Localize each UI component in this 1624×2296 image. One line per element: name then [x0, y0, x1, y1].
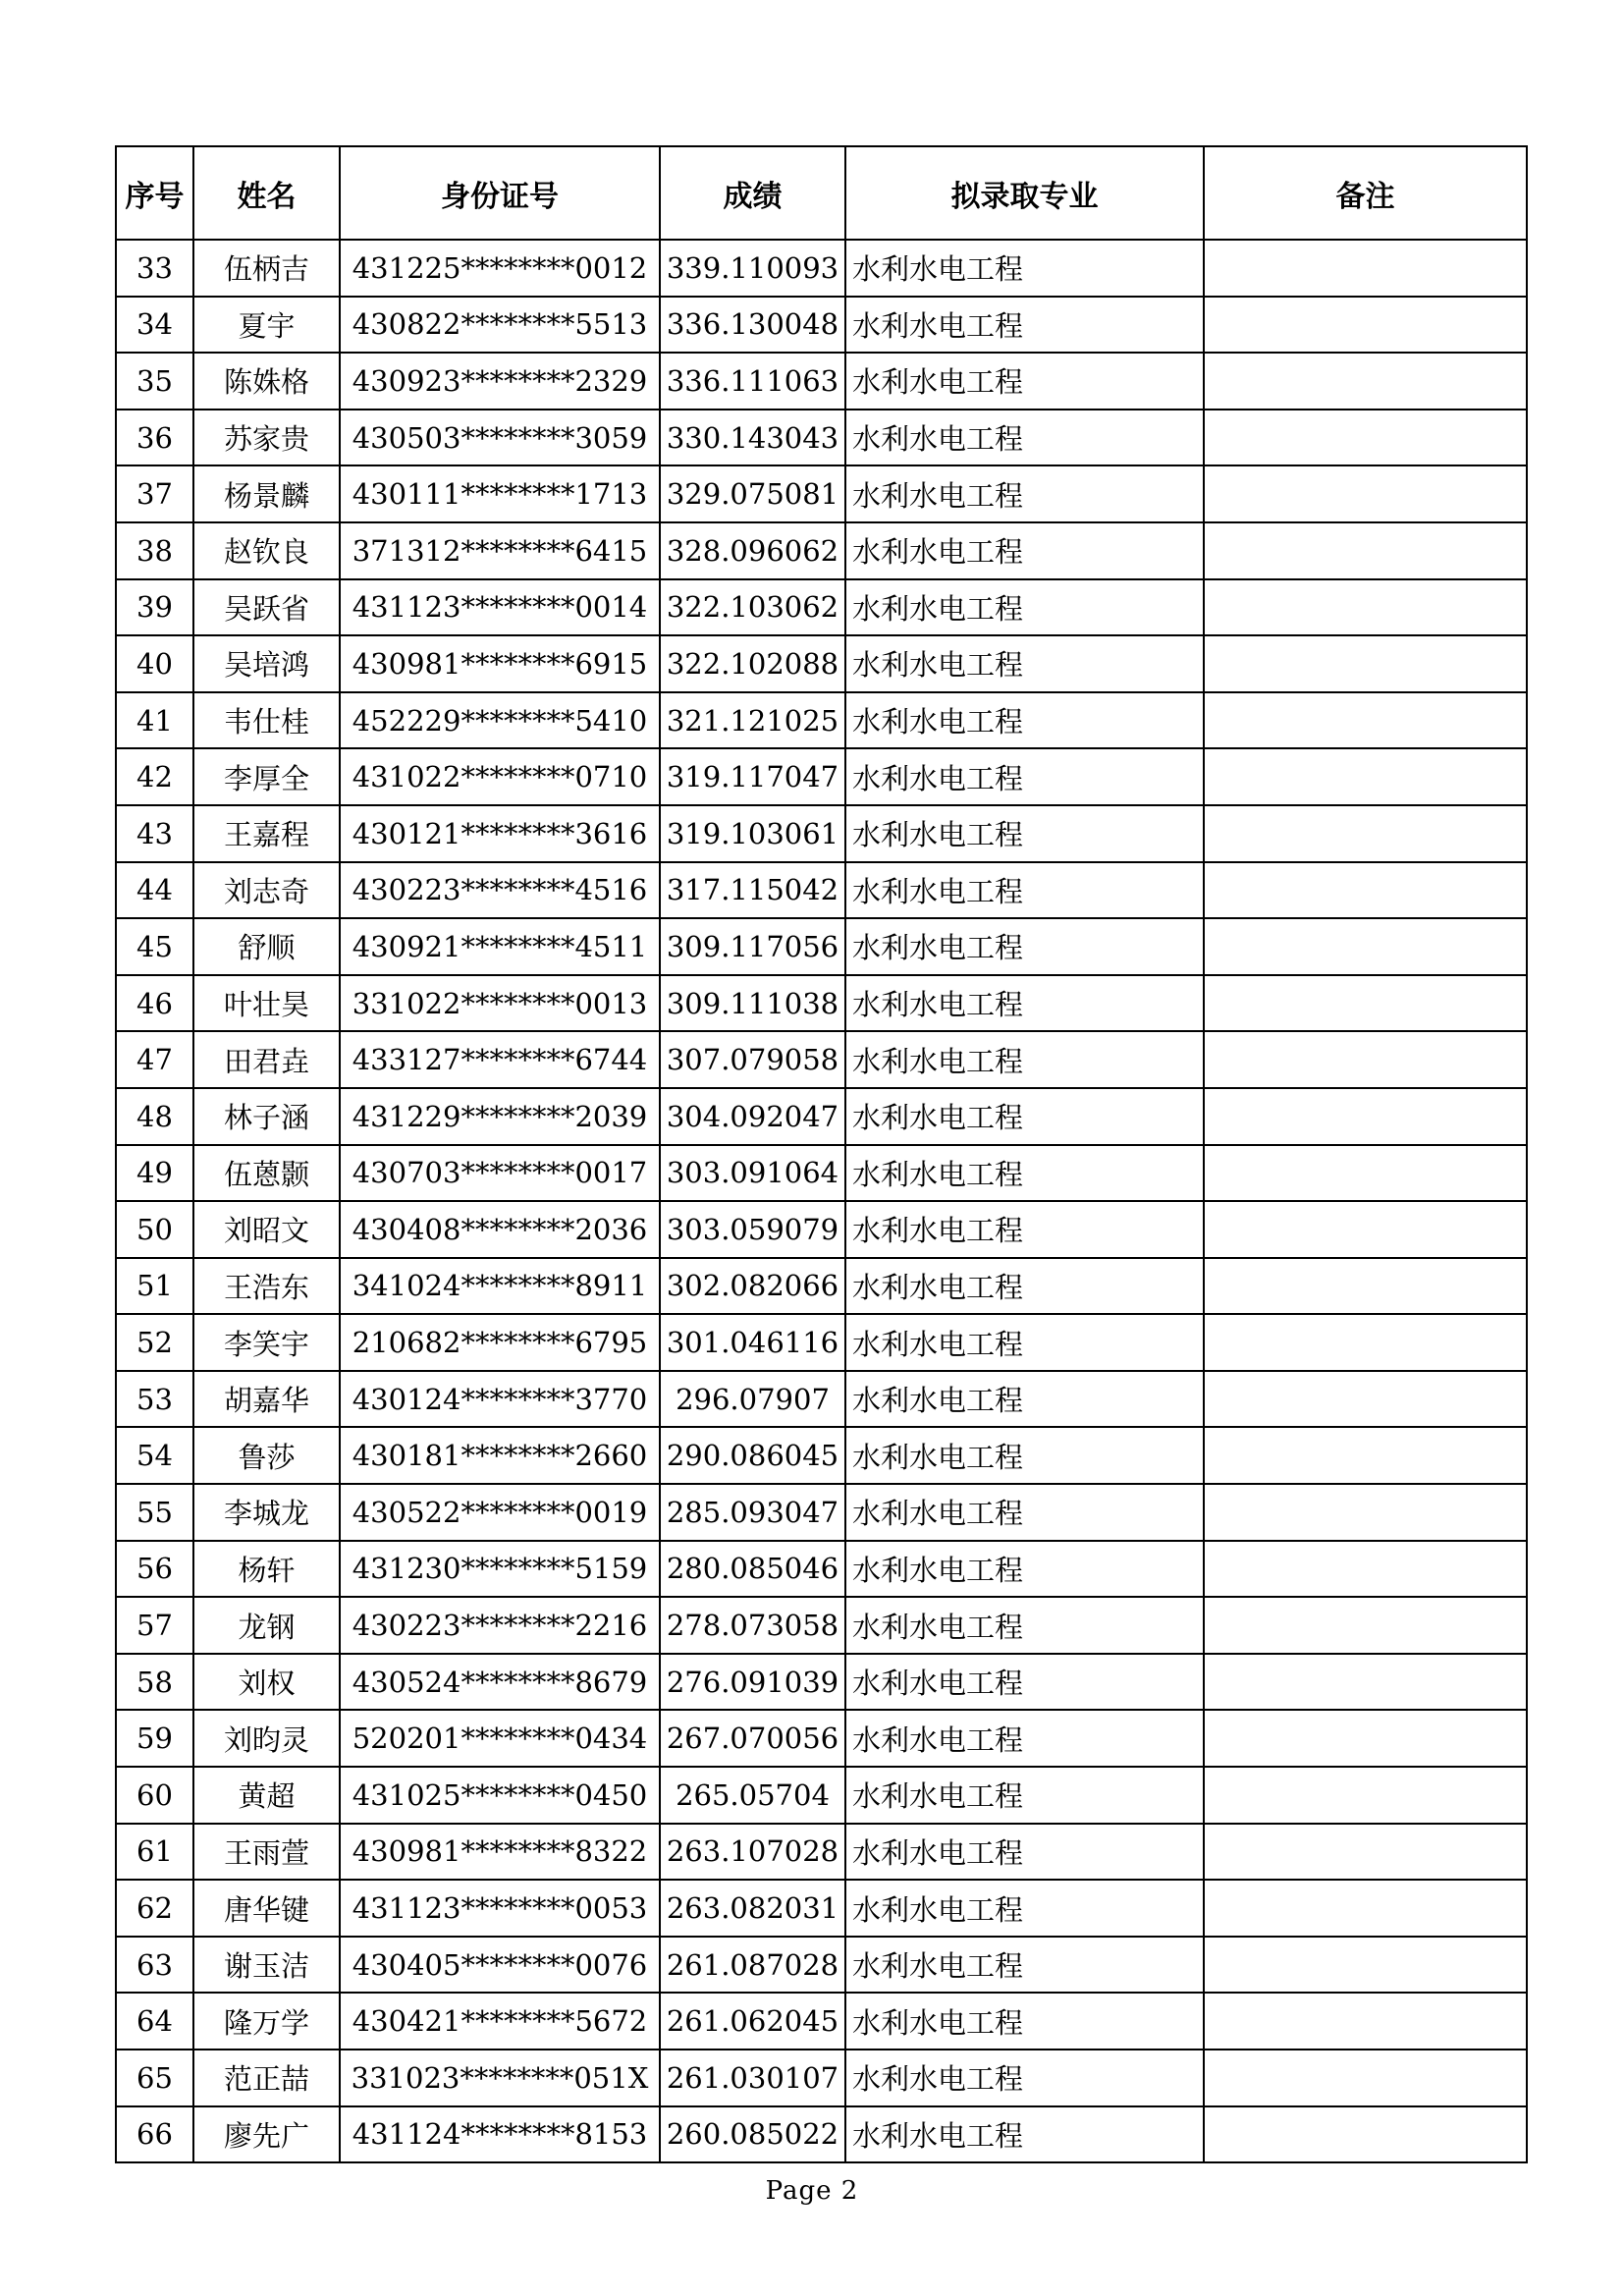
- table-row: [116, 522, 1527, 579]
- header-seq: 序号: [116, 146, 193, 240]
- table-row: [116, 1937, 1527, 1994]
- cell-remarks: [1204, 1314, 1527, 1371]
- cell-name: 李笑宇: [193, 1314, 340, 1371]
- cell-remarks: [1204, 1541, 1527, 1598]
- cell-id-number: 452229********5410: [340, 692, 660, 749]
- cell-seq: 47: [116, 1031, 193, 1088]
- cell-seq: 49: [116, 1145, 193, 1202]
- cell-name: 黄超: [193, 1767, 340, 1824]
- cell-name: 田君垚: [193, 1031, 340, 1088]
- cell-seq: 38: [116, 522, 193, 579]
- cell-id-number: 431124********8153: [340, 2106, 660, 2163]
- table-row: [116, 1880, 1527, 1937]
- cell-score: 328.096062: [660, 522, 845, 579]
- table-row: [116, 2106, 1527, 2163]
- cell-score: 330.143043: [660, 410, 845, 466]
- cell-id-number: 433127********6744: [340, 1031, 660, 1088]
- cell-remarks: [1204, 1201, 1527, 1258]
- header-row: [116, 146, 1527, 240]
- cell-major: 水利水电工程: [845, 975, 1204, 1032]
- cell-remarks: [1204, 692, 1527, 749]
- cell-remarks: [1204, 1427, 1527, 1484]
- cell-id-number: 431025********0450: [340, 1767, 660, 1824]
- cell-seq: 37: [116, 465, 193, 522]
- cell-id-number: 431229********2039: [340, 1088, 660, 1145]
- cell-seq: 44: [116, 862, 193, 919]
- cell-major: 水利水电工程: [845, 2106, 1204, 2163]
- cell-name: 陈姝格: [193, 353, 340, 410]
- cell-major: 水利水电工程: [845, 805, 1204, 862]
- cell-name: 王嘉程: [193, 805, 340, 862]
- cell-seq: 41: [116, 692, 193, 749]
- cell-name: 刘昀灵: [193, 1710, 340, 1767]
- cell-seq: 51: [116, 1258, 193, 1315]
- cell-id-number: 520201********0434: [340, 1710, 660, 1767]
- cell-id-number: 431123********0053: [340, 1880, 660, 1937]
- cell-name: 王浩东: [193, 1258, 340, 1315]
- cell-remarks: [1204, 1597, 1527, 1654]
- cell-major: 水利水电工程: [845, 1088, 1204, 1145]
- cell-remarks: [1204, 579, 1527, 636]
- cell-remarks: [1204, 1654, 1527, 1711]
- cell-remarks: [1204, 2106, 1527, 2163]
- cell-seq: 34: [116, 297, 193, 354]
- cell-seq: 58: [116, 1654, 193, 1711]
- table-row: [116, 1145, 1527, 1202]
- cell-score: 321.121025: [660, 692, 845, 749]
- page-footer: Page 2: [765, 2176, 859, 2206]
- cell-id-number: 430703********0017: [340, 1145, 660, 1202]
- cell-id-number: 430522********0019: [340, 1484, 660, 1541]
- cell-major: 水利水电工程: [845, 297, 1204, 354]
- cell-remarks: [1204, 2050, 1527, 2106]
- cell-remarks: [1204, 240, 1527, 297]
- cell-seq: 57: [116, 1597, 193, 1654]
- cell-name: 韦仕桂: [193, 692, 340, 749]
- cell-major: 水利水电工程: [845, 1767, 1204, 1824]
- cell-score: 278.073058: [660, 1597, 845, 1654]
- table-row: [116, 465, 1527, 522]
- header-remarks: 备注: [1204, 146, 1527, 240]
- cell-score: 329.075081: [660, 465, 845, 522]
- table-body: [116, 240, 1527, 2162]
- cell-id-number: 430124********3770: [340, 1371, 660, 1428]
- cell-id-number: 431225********0012: [340, 240, 660, 297]
- cell-score: 301.046116: [660, 1314, 845, 1371]
- cell-id-number: 430111********1713: [340, 465, 660, 522]
- cell-score: 296.07907: [660, 1371, 845, 1428]
- cell-remarks: [1204, 805, 1527, 862]
- cell-remarks: [1204, 465, 1527, 522]
- cell-remarks: [1204, 635, 1527, 692]
- cell-name: 隆万学: [193, 1993, 340, 2050]
- cell-major: 水利水电工程: [845, 240, 1204, 297]
- cell-id-number: 430421********5672: [340, 1993, 660, 2050]
- cell-major: 水利水电工程: [845, 1371, 1204, 1428]
- cell-id-number: 430408********2036: [340, 1201, 660, 1258]
- cell-name: 李城龙: [193, 1484, 340, 1541]
- cell-remarks: [1204, 1880, 1527, 1937]
- cell-seq: 55: [116, 1484, 193, 1541]
- cell-score: 263.107028: [660, 1824, 845, 1881]
- table-row: [116, 918, 1527, 975]
- cell-remarks: [1204, 522, 1527, 579]
- cell-major: 水利水电工程: [845, 1314, 1204, 1371]
- cell-id-number: 430921********4511: [340, 918, 660, 975]
- cell-id-number: 371312********6415: [340, 522, 660, 579]
- cell-major: 水利水电工程: [845, 1880, 1204, 1937]
- admission-table: [115, 145, 1528, 2163]
- cell-major: 水利水电工程: [845, 2050, 1204, 2106]
- table-row: [116, 240, 1527, 297]
- cell-score: 276.091039: [660, 1654, 845, 1711]
- cell-id-number: 431022********0710: [340, 748, 660, 805]
- cell-remarks: [1204, 1824, 1527, 1881]
- cell-score: 261.030107: [660, 2050, 845, 2106]
- table-row: [116, 1201, 1527, 1258]
- cell-seq: 64: [116, 1993, 193, 2050]
- cell-id-number: 331022********0013: [340, 975, 660, 1032]
- header-name: 姓名: [193, 146, 340, 240]
- cell-id-number: 210682********6795: [340, 1314, 660, 1371]
- table-row: [116, 1597, 1527, 1654]
- cell-score: 307.079058: [660, 1031, 845, 1088]
- header-major: 拟录取专业: [845, 146, 1204, 240]
- cell-seq: 42: [116, 748, 193, 805]
- table-row: [116, 1993, 1527, 2050]
- cell-name: 杨景麟: [193, 465, 340, 522]
- table-row: [116, 1767, 1527, 1824]
- cell-seq: 35: [116, 353, 193, 410]
- cell-id-number: 430981********6915: [340, 635, 660, 692]
- cell-name: 唐华键: [193, 1880, 340, 1937]
- cell-name: 刘志奇: [193, 862, 340, 919]
- table-row: [116, 862, 1527, 919]
- cell-score: 322.102088: [660, 635, 845, 692]
- cell-name: 林子涵: [193, 1088, 340, 1145]
- table-row: [116, 297, 1527, 354]
- cell-seq: 62: [116, 1880, 193, 1937]
- cell-name: 舒顺: [193, 918, 340, 975]
- cell-major: 水利水电工程: [845, 1201, 1204, 1258]
- cell-remarks: [1204, 1710, 1527, 1767]
- table-row: [116, 748, 1527, 805]
- cell-remarks: [1204, 1937, 1527, 1994]
- cell-seq: 53: [116, 1371, 193, 1428]
- cell-major: 水利水电工程: [845, 1597, 1204, 1654]
- cell-score: 322.103062: [660, 579, 845, 636]
- cell-score: 319.117047: [660, 748, 845, 805]
- cell-remarks: [1204, 297, 1527, 354]
- cell-id-number: 430503********3059: [340, 410, 660, 466]
- cell-name: 廖先广: [193, 2106, 340, 2163]
- cell-score: 302.082066: [660, 1258, 845, 1315]
- cell-score: 280.085046: [660, 1541, 845, 1598]
- cell-score: 303.091064: [660, 1145, 845, 1202]
- cell-score: 309.111038: [660, 975, 845, 1032]
- cell-seq: 54: [116, 1427, 193, 1484]
- cell-score: 303.059079: [660, 1201, 845, 1258]
- cell-seq: 63: [116, 1937, 193, 1994]
- cell-score: 339.110093: [660, 240, 845, 297]
- cell-id-number: 331023********051X: [340, 2050, 660, 2106]
- cell-id-number: 430181********2660: [340, 1427, 660, 1484]
- cell-seq: 66: [116, 2106, 193, 2163]
- cell-remarks: [1204, 918, 1527, 975]
- cell-major: 水利水电工程: [845, 862, 1204, 919]
- cell-name: 鲁莎: [193, 1427, 340, 1484]
- table-row: [116, 1031, 1527, 1088]
- cell-remarks: [1204, 1088, 1527, 1145]
- cell-major: 水利水电工程: [845, 353, 1204, 410]
- cell-score: 290.086045: [660, 1427, 845, 1484]
- cell-major: 水利水电工程: [845, 1031, 1204, 1088]
- cell-major: 水利水电工程: [845, 522, 1204, 579]
- header-score: 成绩: [660, 146, 845, 240]
- table-row: [116, 1427, 1527, 1484]
- cell-score: 260.085022: [660, 2106, 845, 2163]
- cell-id-number: 430405********0076: [340, 1937, 660, 1994]
- header-id-number: 身份证号: [340, 146, 660, 240]
- cell-major: 水利水电工程: [845, 748, 1204, 805]
- table-row: [116, 1654, 1527, 1711]
- table-row: [116, 1710, 1527, 1767]
- cell-remarks: [1204, 1484, 1527, 1541]
- cell-major: 水利水电工程: [845, 1824, 1204, 1881]
- table-row: [116, 692, 1527, 749]
- cell-name: 苏家贵: [193, 410, 340, 466]
- table-row: [116, 1088, 1527, 1145]
- cell-score: 304.092047: [660, 1088, 845, 1145]
- cell-id-number: 430981********8322: [340, 1824, 660, 1881]
- cell-major: 水利水电工程: [845, 465, 1204, 522]
- cell-remarks: [1204, 1145, 1527, 1202]
- table-row: [116, 1371, 1527, 1428]
- cell-remarks: [1204, 975, 1527, 1032]
- cell-id-number: 430121********3616: [340, 805, 660, 862]
- cell-score: 263.082031: [660, 1880, 845, 1937]
- cell-remarks: [1204, 1371, 1527, 1428]
- cell-seq: 40: [116, 635, 193, 692]
- cell-id-number: 430223********2216: [340, 1597, 660, 1654]
- cell-name: 吴培鸿: [193, 635, 340, 692]
- table-row: [116, 1314, 1527, 1371]
- cell-seq: 45: [116, 918, 193, 975]
- cell-seq: 65: [116, 2050, 193, 2106]
- table-row: [116, 2050, 1527, 2106]
- cell-seq: 39: [116, 579, 193, 636]
- cell-remarks: [1204, 862, 1527, 919]
- cell-score: 267.070056: [660, 1710, 845, 1767]
- cell-score: 265.05704: [660, 1767, 845, 1824]
- cell-major: 水利水电工程: [845, 692, 1204, 749]
- cell-name: 范正喆: [193, 2050, 340, 2106]
- cell-major: 水利水电工程: [845, 918, 1204, 975]
- cell-seq: 33: [116, 240, 193, 297]
- cell-name: 杨轩: [193, 1541, 340, 1598]
- cell-name: 吴跃省: [193, 579, 340, 636]
- cell-remarks: [1204, 1767, 1527, 1824]
- cell-name: 龙钢: [193, 1597, 340, 1654]
- cell-score: 336.130048: [660, 297, 845, 354]
- cell-score: 317.115042: [660, 862, 845, 919]
- cell-score: 261.087028: [660, 1937, 845, 1994]
- table-row: [116, 1824, 1527, 1881]
- cell-name: 刘权: [193, 1654, 340, 1711]
- cell-remarks: [1204, 410, 1527, 466]
- table-row: [116, 1484, 1527, 1541]
- cell-seq: 36: [116, 410, 193, 466]
- table-row: [116, 975, 1527, 1032]
- cell-major: 水利水电工程: [845, 1710, 1204, 1767]
- cell-id-number: 341024********8911: [340, 1258, 660, 1315]
- cell-remarks: [1204, 1031, 1527, 1088]
- cell-id-number: 431123********0014: [340, 579, 660, 636]
- cell-remarks: [1204, 353, 1527, 410]
- cell-major: 水利水电工程: [845, 579, 1204, 636]
- cell-name: 王雨萱: [193, 1824, 340, 1881]
- cell-id-number: 430822********5513: [340, 297, 660, 354]
- cell-score: 285.093047: [660, 1484, 845, 1541]
- cell-seq: 50: [116, 1201, 193, 1258]
- table-row: [116, 1541, 1527, 1598]
- cell-remarks: [1204, 1993, 1527, 2050]
- cell-score: 336.111063: [660, 353, 845, 410]
- cell-score: 261.062045: [660, 1993, 845, 2050]
- cell-name: 胡嘉华: [193, 1371, 340, 1428]
- cell-id-number: 430524********8679: [340, 1654, 660, 1711]
- table-row: [116, 1258, 1527, 1315]
- cell-id-number: 431230********5159: [340, 1541, 660, 1598]
- cell-name: 叶壮昊: [193, 975, 340, 1032]
- cell-name: 李厚全: [193, 748, 340, 805]
- cell-seq: 61: [116, 1824, 193, 1881]
- cell-id-number: 430923********2329: [340, 353, 660, 410]
- cell-seq: 60: [116, 1767, 193, 1824]
- cell-name: 赵钦良: [193, 522, 340, 579]
- table-row: [116, 410, 1527, 466]
- table-row: [116, 579, 1527, 636]
- cell-seq: 52: [116, 1314, 193, 1371]
- cell-major: 水利水电工程: [845, 410, 1204, 466]
- cell-remarks: [1204, 1258, 1527, 1315]
- cell-major: 水利水电工程: [845, 1993, 1204, 2050]
- cell-id-number: 430223********4516: [340, 862, 660, 919]
- cell-major: 水利水电工程: [845, 1145, 1204, 1202]
- cell-major: 水利水电工程: [845, 635, 1204, 692]
- cell-name: 伍蒽颢: [193, 1145, 340, 1202]
- cell-name: 刘昭文: [193, 1201, 340, 1258]
- cell-score: 319.103061: [660, 805, 845, 862]
- cell-major: 水利水电工程: [845, 1654, 1204, 1711]
- cell-seq: 43: [116, 805, 193, 862]
- cell-remarks: [1204, 748, 1527, 805]
- cell-major: 水利水电工程: [845, 1427, 1204, 1484]
- cell-seq: 56: [116, 1541, 193, 1598]
- cell-seq: 48: [116, 1088, 193, 1145]
- cell-score: 309.117056: [660, 918, 845, 975]
- cell-seq: 46: [116, 975, 193, 1032]
- cell-name: 夏宇: [193, 297, 340, 354]
- cell-major: 水利水电工程: [845, 1258, 1204, 1315]
- cell-name: 伍柄吉: [193, 240, 340, 297]
- table-row: [116, 353, 1527, 410]
- cell-seq: 59: [116, 1710, 193, 1767]
- cell-major: 水利水电工程: [845, 1937, 1204, 1994]
- table-row: [116, 805, 1527, 862]
- cell-major: 水利水电工程: [845, 1541, 1204, 1598]
- cell-name: 谢玉洁: [193, 1937, 340, 1994]
- cell-major: 水利水电工程: [845, 1484, 1204, 1541]
- table-row: [116, 635, 1527, 692]
